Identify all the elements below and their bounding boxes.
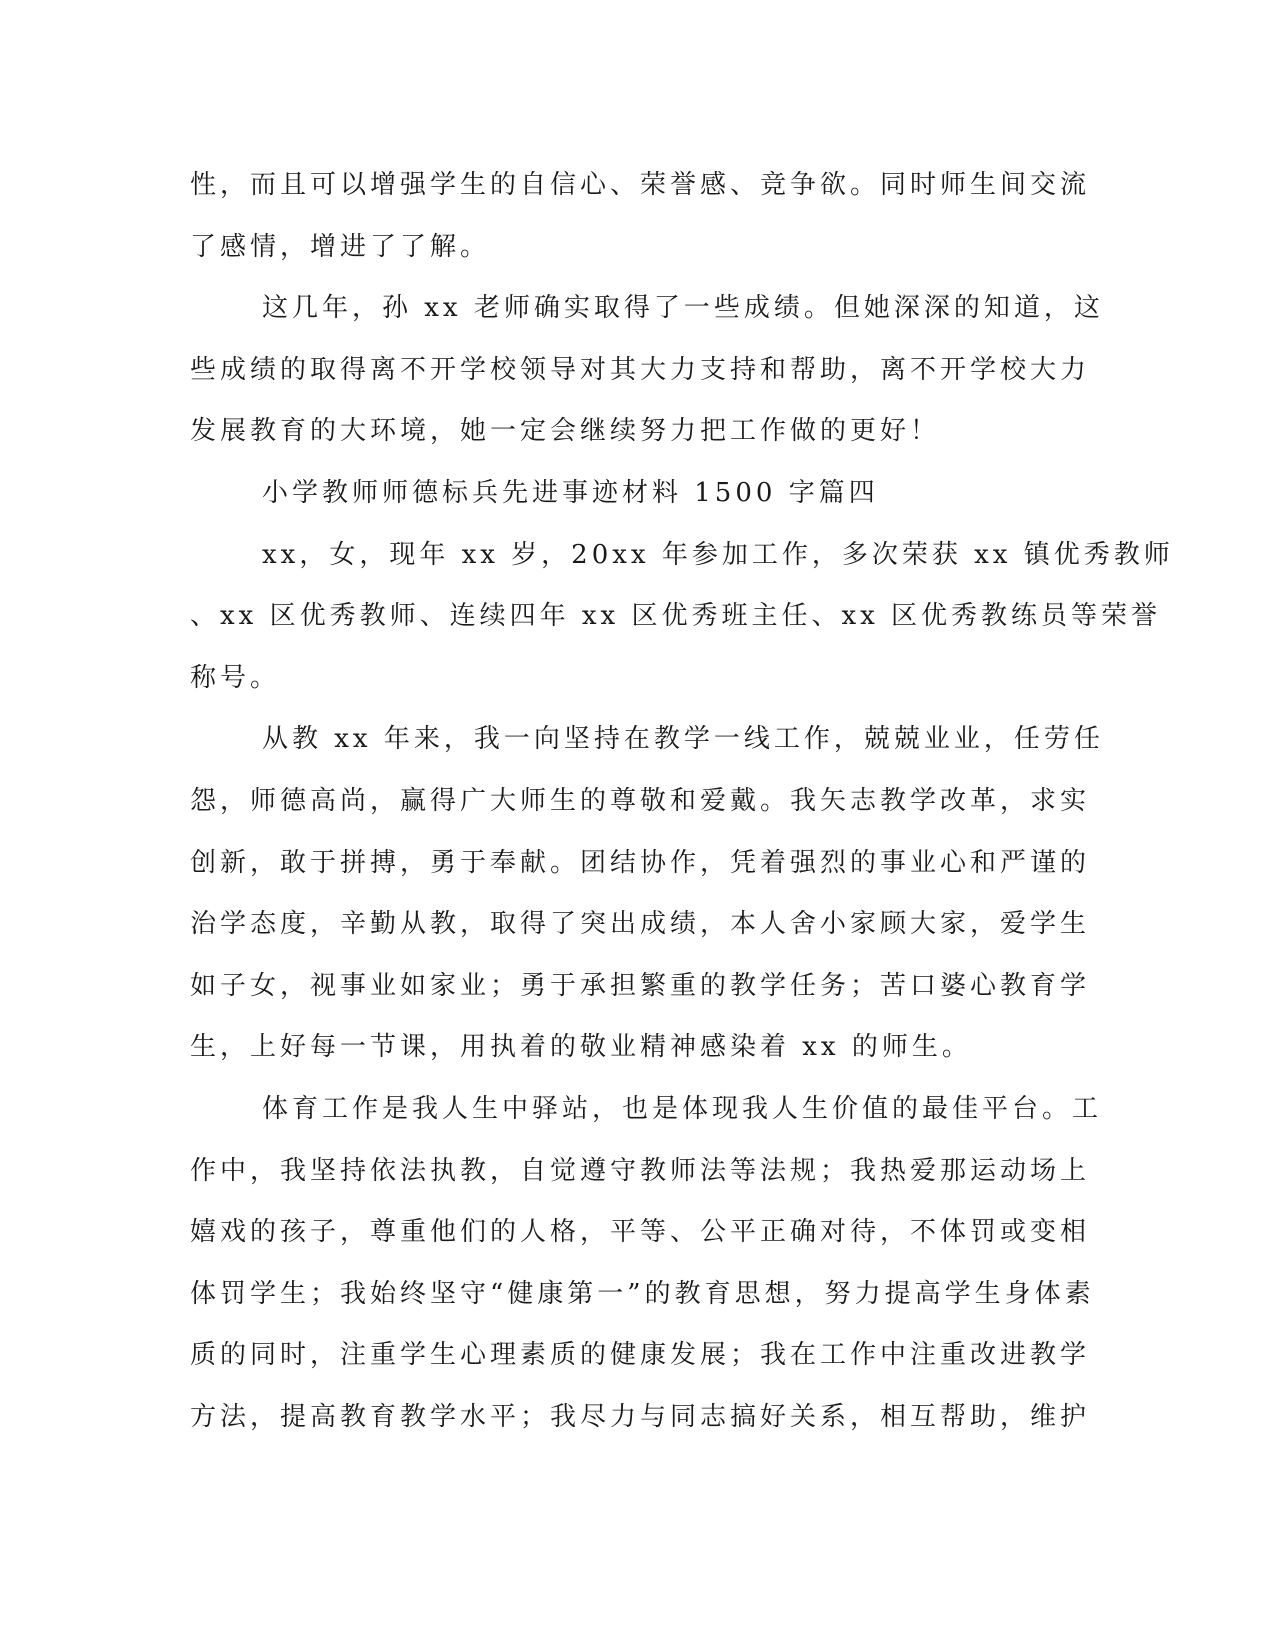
text-line: 怨，师德高尚，赢得广大师生的尊敬和爱戴。我矢志教学改革，求实	[190, 785, 1091, 816]
text-line: 性，而且可以增强学生的自信心、荣誉感、竞争欲。同时师生间交流	[190, 170, 1091, 200]
paragraph-6	[190, 1079, 1103, 1449]
paragraph-1	[190, 155, 1091, 278]
text-line: 些成绩的取得离不开学校领导对其大力支持和帮助，离不开学校大力	[190, 354, 1091, 385]
section-heading	[190, 463, 1085, 525]
document-body	[190, 155, 1174, 1448]
text-line: 了感情，增进了了解。	[190, 231, 491, 262]
text-line: 如子女，视事业如家业；勇于承担繁重的教学任务；苦口婆心教育学	[190, 970, 1091, 1001]
text-line: 这几年，孙 xx 老师确实取得了一些成绩。但她深深的知道，这	[262, 293, 1104, 324]
paragraph-2	[190, 278, 1104, 463]
paragraph-4	[190, 525, 1174, 710]
text-line: 生，上好每一节课，用执着的敬业精神感染着 xx 的师生。	[190, 1032, 972, 1063]
text-line: 称号。	[190, 662, 281, 693]
text-line: xx，女，现年 xx 岁，20xx 年参加工作，多次荣获 xx 镇优秀教师	[262, 539, 1174, 570]
section-heading-text: 小学教师师德标兵先进事迹材料 1500 字篇四	[262, 477, 879, 508]
text-line: 发展教育的大环境，她一定会继续努力把工作做的更好！	[190, 416, 941, 447]
text-line: 嬉戏的孩子，尊重他们的人格，平等、公平正确对待，不体罚或变相	[190, 1217, 1091, 1248]
paragraph-5	[190, 709, 1104, 1079]
text-line: 作中，我坚持依法执教，自觉遵守教师法等法规；我热爱那运动场上	[190, 1155, 1091, 1186]
text-line: 创新，敢于拼搏，勇于奉献。团结协作，凭着强烈的事业心和严谨的	[190, 847, 1091, 878]
text-line: 、xx 区优秀教师、连续四年 xx 区优秀班主任、xx 区优秀教练员等荣誉	[190, 601, 1162, 632]
text-line: 治学态度，辛勤从教，取得了突出成绩，本人舍小家顾大家，爱学生	[190, 909, 1091, 940]
text-line: 质的同时，注重学生心理素质的健康发展；我在工作中注重改进教学	[190, 1340, 1091, 1371]
text-line: 体罚学生；我始终坚守“健康第一”的教育思想，努力提高学生身体素	[190, 1278, 1095, 1309]
text-line: 从教 xx 年来，我一向坚持在教学一线工作，兢兢业业，任劳任	[262, 724, 1104, 755]
text-line: 体育工作是我人生中驿站，也是体现我人生价值的最佳平台。工	[262, 1093, 1103, 1124]
text-line: 方法，提高教育教学水平；我尽力与同志搞好关系，相互帮助，维护	[190, 1401, 1091, 1432]
